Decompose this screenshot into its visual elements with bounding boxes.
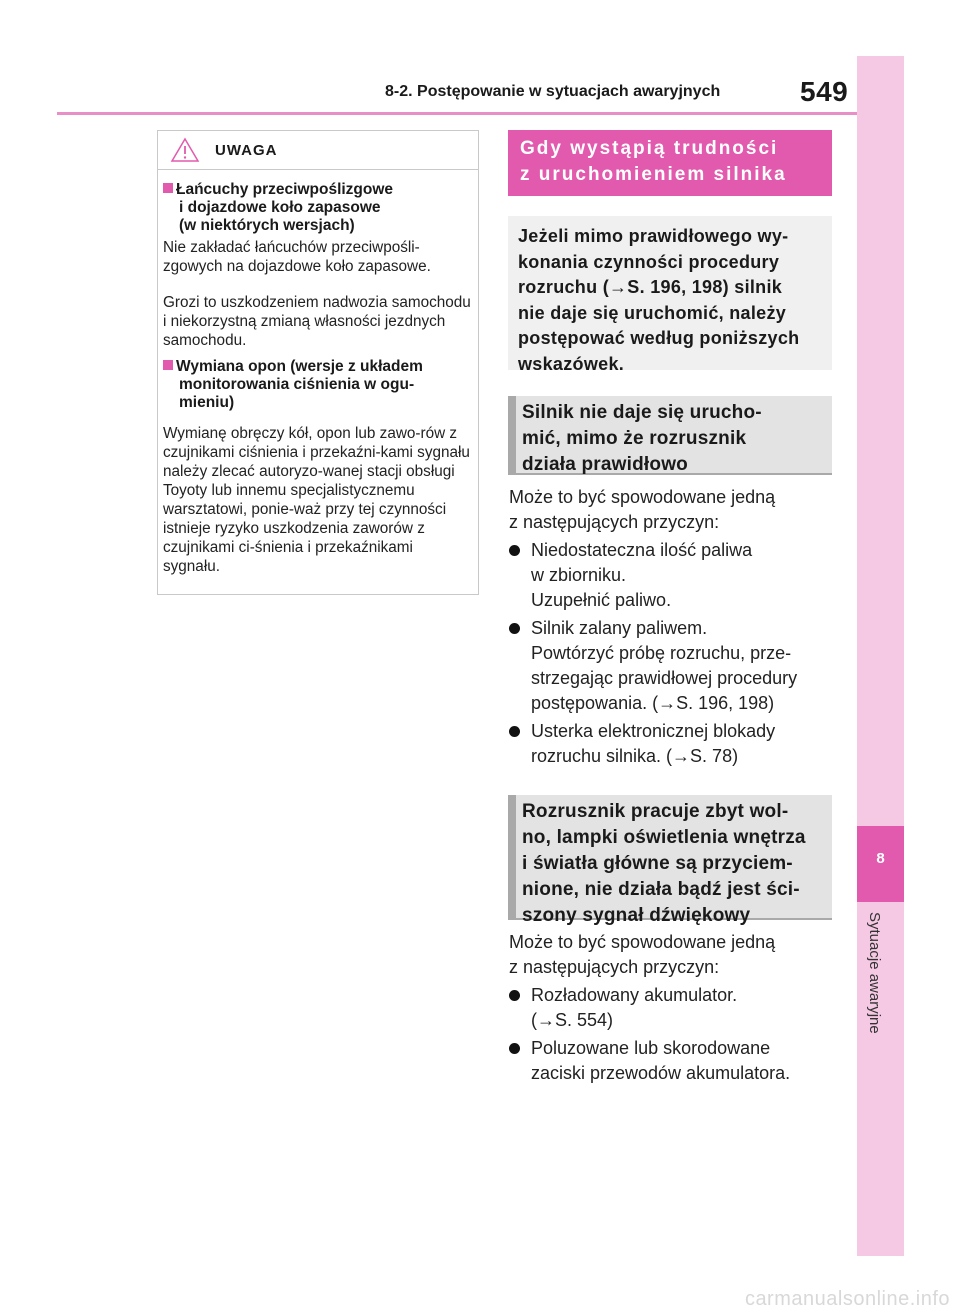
header-rule bbox=[57, 112, 857, 115]
warning-title: UWAGA bbox=[215, 142, 278, 159]
warning-paragraph: Nie zakładać łańcuchów przeciwpośli-zgowych na dojazdowe koło zapasowe. bbox=[163, 239, 431, 275]
warning-triangle-icon bbox=[170, 137, 200, 163]
warning-paragraph: Grozi to uszkodzeniem nadwozia samochodu i niekorzystną zmianą własności jezdnych samochodu. bbox=[163, 294, 471, 349]
section-heading: Gdy wystąpią trudności z uruchomieniem silnika bbox=[508, 130, 832, 196]
subsection-heading: Rozrusznik pracuje zbyt wol- no, lampki oświetlenia wnętrza i światła główne są przyciem- nione, nie działa bądź jest ści- szony sygnał dźwiękowy bbox=[508, 795, 832, 920]
list-item: Rozładowany akumulator. (→S. 554) bbox=[509, 983, 834, 1033]
intro-box: Jeżeli mimo prawidłowego wy- konania czynności procedury rozruchu (→S. 196, 198) silnik nie daje się uruchomić, należy postępować według poniższych wskazówek. bbox=[508, 216, 832, 370]
watermark: carmanualsonline.info bbox=[744, 1288, 950, 1310]
chapter-number: 8 bbox=[876, 850, 885, 867]
bullet-dot-icon bbox=[509, 623, 520, 634]
bullet-dot-icon bbox=[509, 990, 520, 1001]
warning-box-header bbox=[157, 130, 479, 170]
warning-item-heading: Łańcuchy przeciwpoślizgowe i dojazdowe koło zapasowe (w niektórych wersjach) bbox=[163, 181, 393, 235]
lead-text: Może to być spowodowane jedną z następujących przyczyn: bbox=[509, 932, 776, 977]
bullet-dot-icon bbox=[509, 1043, 520, 1054]
bullet-square-icon bbox=[163, 360, 173, 370]
list-item: Niedostateczna ilość paliwa w zbiorniku. Uzupełnić paliwo. bbox=[509, 538, 834, 613]
bullet-dot-icon bbox=[509, 726, 520, 737]
chapter-side-tab bbox=[857, 56, 904, 1256]
chapter-label: Sytuacje awaryjne bbox=[866, 912, 883, 1034]
lead-text: Może to być spowodowane jedną z następujących przyczyn: bbox=[509, 487, 776, 532]
bullet-square-icon bbox=[163, 183, 173, 193]
bullet-dot-icon bbox=[509, 545, 520, 556]
list-item: Usterka elektronicznej blokady rozruchu silnika. (→S. 78) bbox=[509, 719, 834, 769]
warning-item-heading: Wymiana opon (wersje z układem monitorowania ciśnienia w ogu- mieniu) bbox=[163, 358, 423, 412]
list-item: Poluzowane lub skorodowane zaciski przewodów akumulatora. bbox=[509, 1036, 834, 1086]
chapter-number-tab bbox=[857, 826, 904, 902]
warning-paragraph: Wymianę obręczy kół, opon lub zawo-rów z czujnikami ciśnienia i przekaźni-kami sygnału należy zlecać autoryzo-wanej stacji obsługi Toyoty lub innemu specjalistycznemu warsztatowi, ponie-waż przy tej czynności istnieje ryzyko uszkodzenia zaworów z czujnikami ci-śnienia i przekaźnikami sygnału. bbox=[163, 425, 470, 575]
subsection-heading: Silnik nie daje się urucho- mić, mimo że rozrusznik działa prawidłowo bbox=[508, 396, 832, 475]
page-number: 549 bbox=[800, 76, 849, 107]
running-header-section: 8-2. Postępowanie w sytuacjach awaryjnych bbox=[385, 83, 721, 100]
list-item: Silnik zalany paliwem. Powtórzyć próbę rozruchu, prze- strzegając prawidłowej procedury postępowania. (→S. 196, 198) bbox=[509, 616, 834, 716]
